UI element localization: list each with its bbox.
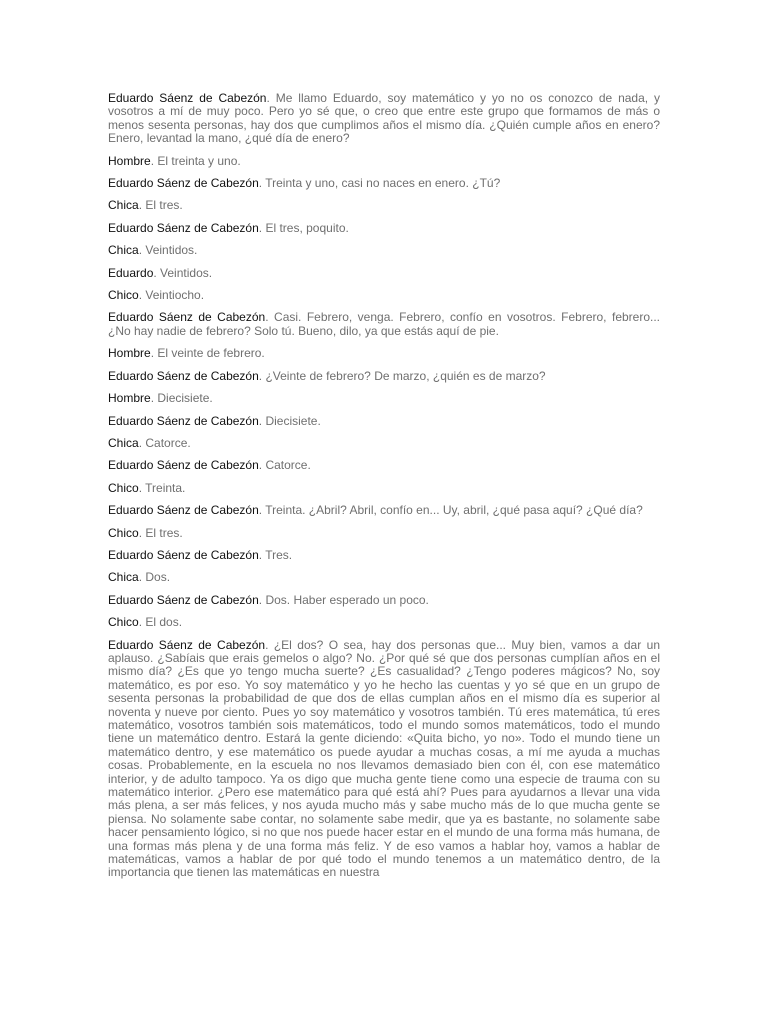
speaker-name: Chica bbox=[108, 435, 139, 450]
speaker-name: Chico bbox=[108, 525, 139, 540]
utterance-text: . El tres. bbox=[138, 198, 183, 213]
speaker-name: Eduardo Sáenz de Cabezón bbox=[108, 458, 259, 473]
utterance-text: . Treinta. bbox=[138, 480, 186, 495]
utterance-text: . Veintidos. bbox=[138, 243, 198, 258]
utterance-text: . Dos. Haber esperado un poco. bbox=[258, 592, 429, 607]
dialogue-turn bbox=[108, 571, 660, 584]
dialogue-turn bbox=[108, 311, 660, 338]
speaker-name: Chica bbox=[108, 198, 139, 213]
dialogue-turn bbox=[108, 267, 660, 280]
transcript-page bbox=[108, 92, 660, 889]
dialogue-turn bbox=[108, 199, 660, 212]
dialogue-turn bbox=[108, 527, 660, 540]
dialogue-turn bbox=[108, 289, 660, 302]
speaker-name: Hombre bbox=[108, 391, 151, 406]
utterance-text: . ¿El dos? O sea, hay dos personas que... Muy bien, vamos a dar un aplauso. ¿Sabíais que erais gemelos o algo? No. ¿Por qué sé que dos personas cumplían años en el mismo día? ¿Es que yo tengo mucha suerte? ¿Es casualidad? ¿Tengo poderes mágicos? No, soy matemático, es por eso. Yo soy matemático y yo he hecho las cuentas y yo sé que en un grupo de sesenta personas la probabilidad de que dos de ellas cumplan años en el mismo día es superior al noventa y nueve por ciento. Pues yo soy matemático y vosotros también. Tú eres matemática, tú eres matemático, vosotros también sois matemáticos, todo el mundo somos matemáticos, todo el mundo tiene un matemático dentro. Estará la gente diciendo: «Quita bicho, yo no». Todo el mundo tiene un matemático dentro, y ese matemático os puede ayudar a muchas cosas, a mí me ayuda a muchas cosas. Probablemente, en la escuela no nos llevamos demasiado bien con él, con ese matemático interior, y de adulto tampoco. Ya os digo que mucha gente tiene como una especie de trauma con su matemático interior. ¿Pero ese matemático para qué está ahí? Pues para ayudarnos a llevar una vida más plena, a ser más felices, y nos ayuda mucho más y sabe mucho más de lo que mucha gente se piensa. No solamente sabe contar, no solamente sabe medir, que ya es bastante, no solamente sabe hacer pensamiento lógico, si no que nos puede hacer estar en el mundo de una forma más humana, de una formas más plena y de una forma más feliz. Y de eso vamos a hablar hoy, vamos a hablar de matemáticas, vamos a hablar de por qué todo el mundo tenemos a un matemático dentro, de la importancia que tienen las matemáticas en nuestra bbox=[108, 637, 660, 880]
dialogue-turn bbox=[108, 415, 660, 428]
dialogue-turn bbox=[108, 392, 660, 405]
utterance-text: . El tres, poquito. bbox=[258, 220, 349, 235]
speaker-name: Eduardo Sáenz de Cabezón bbox=[108, 503, 259, 518]
dialogue-turn bbox=[108, 482, 660, 495]
utterance-text: . Diecisiete. bbox=[150, 391, 213, 406]
speaker-name: Eduardo Sáenz de Cabezón bbox=[108, 413, 259, 428]
speaker-name: Eduardo Sáenz de Cabezón bbox=[108, 637, 266, 652]
speaker-name: Eduardo Sáenz de Cabezón bbox=[108, 176, 259, 191]
speaker-name: Eduardo Sáenz de Cabezón bbox=[108, 220, 259, 235]
dialogue-turn bbox=[108, 594, 660, 607]
speaker-name: Hombre bbox=[108, 153, 151, 168]
speaker-name: Eduardo Sáenz de Cabezón bbox=[108, 547, 259, 562]
speaker-name: Chico bbox=[108, 615, 139, 630]
dialogue-turn bbox=[108, 222, 660, 235]
dialogue-turn bbox=[108, 459, 660, 472]
utterance-text: . El treinta y uno. bbox=[150, 153, 241, 168]
speaker-name: Eduardo Sáenz de Cabezón bbox=[108, 368, 259, 383]
utterance-text: . El veinte de febrero. bbox=[150, 346, 265, 361]
speaker-name: Eduardo bbox=[108, 265, 154, 280]
utterance-text: . Casi. Febrero, venga. Febrero, confío en vosotros. Febrero, febrero... ¿No hay nadie de febrero? Solo tú. Bueno, dilo, ya que estás aquí de pie. bbox=[108, 310, 661, 338]
dialogue-turn bbox=[108, 92, 660, 146]
utterance-text: . El tres. bbox=[138, 525, 183, 540]
utterance-text: . Dos. bbox=[138, 570, 171, 585]
dialogue-turn bbox=[108, 504, 660, 517]
dialogue-turn bbox=[108, 616, 660, 629]
dialogue-turn bbox=[108, 437, 660, 450]
utterance-text: . Veintidos. bbox=[153, 265, 213, 280]
speaker-name: Eduardo Sáenz de Cabezón bbox=[108, 310, 266, 325]
dialogue-turn bbox=[108, 155, 660, 168]
dialogue-turn bbox=[108, 549, 660, 562]
utterance-text: . Diecisiete. bbox=[258, 413, 321, 428]
dialogue-turn bbox=[108, 639, 660, 880]
utterance-text: . Catorce. bbox=[258, 458, 311, 473]
dialogue-turn bbox=[108, 370, 660, 383]
dialogue-turn bbox=[108, 177, 660, 190]
speaker-name: Chico bbox=[108, 288, 139, 303]
speaker-name: Chica bbox=[108, 570, 139, 585]
utterance-text: . Veintiocho. bbox=[138, 288, 205, 303]
dialogue-turn bbox=[108, 244, 660, 257]
utterance-text: . Tres. bbox=[258, 547, 293, 562]
utterance-text: . Treinta y uno, casi no naces en enero. ¿Tú? bbox=[258, 176, 501, 191]
utterance-text: . Me llamo Eduardo, soy matemático y yo no os conozco de nada, y vosotros a mí de muy poco. Pero yo sé que, o creo que entre este grupo que formamos de más o menos sesenta personas, hay dos que cumplimos años el mismo día. ¿Quién cumple años en enero? Enero, levantad la mano, ¿qué día de enero? bbox=[108, 91, 661, 146]
speaker-name: Hombre bbox=[108, 346, 151, 361]
utterance-text: . El dos. bbox=[138, 615, 183, 630]
speaker-name: Eduardo Sáenz de Cabezón bbox=[108, 592, 259, 607]
utterance-text: . ¿Veinte de febrero? De marzo, ¿quién es de marzo? bbox=[258, 368, 546, 383]
utterance-text: . Catorce. bbox=[138, 435, 191, 450]
utterance-text: . Treinta. ¿Abril? Abril, confío en... Uy, abril, ¿qué pasa aquí? ¿Qué día? bbox=[258, 503, 643, 518]
speaker-name: Chica bbox=[108, 243, 139, 258]
speaker-name: Eduardo Sáenz de Cabezón bbox=[108, 91, 267, 105]
dialogue-turn bbox=[108, 347, 660, 360]
speaker-name: Chico bbox=[108, 480, 139, 495]
